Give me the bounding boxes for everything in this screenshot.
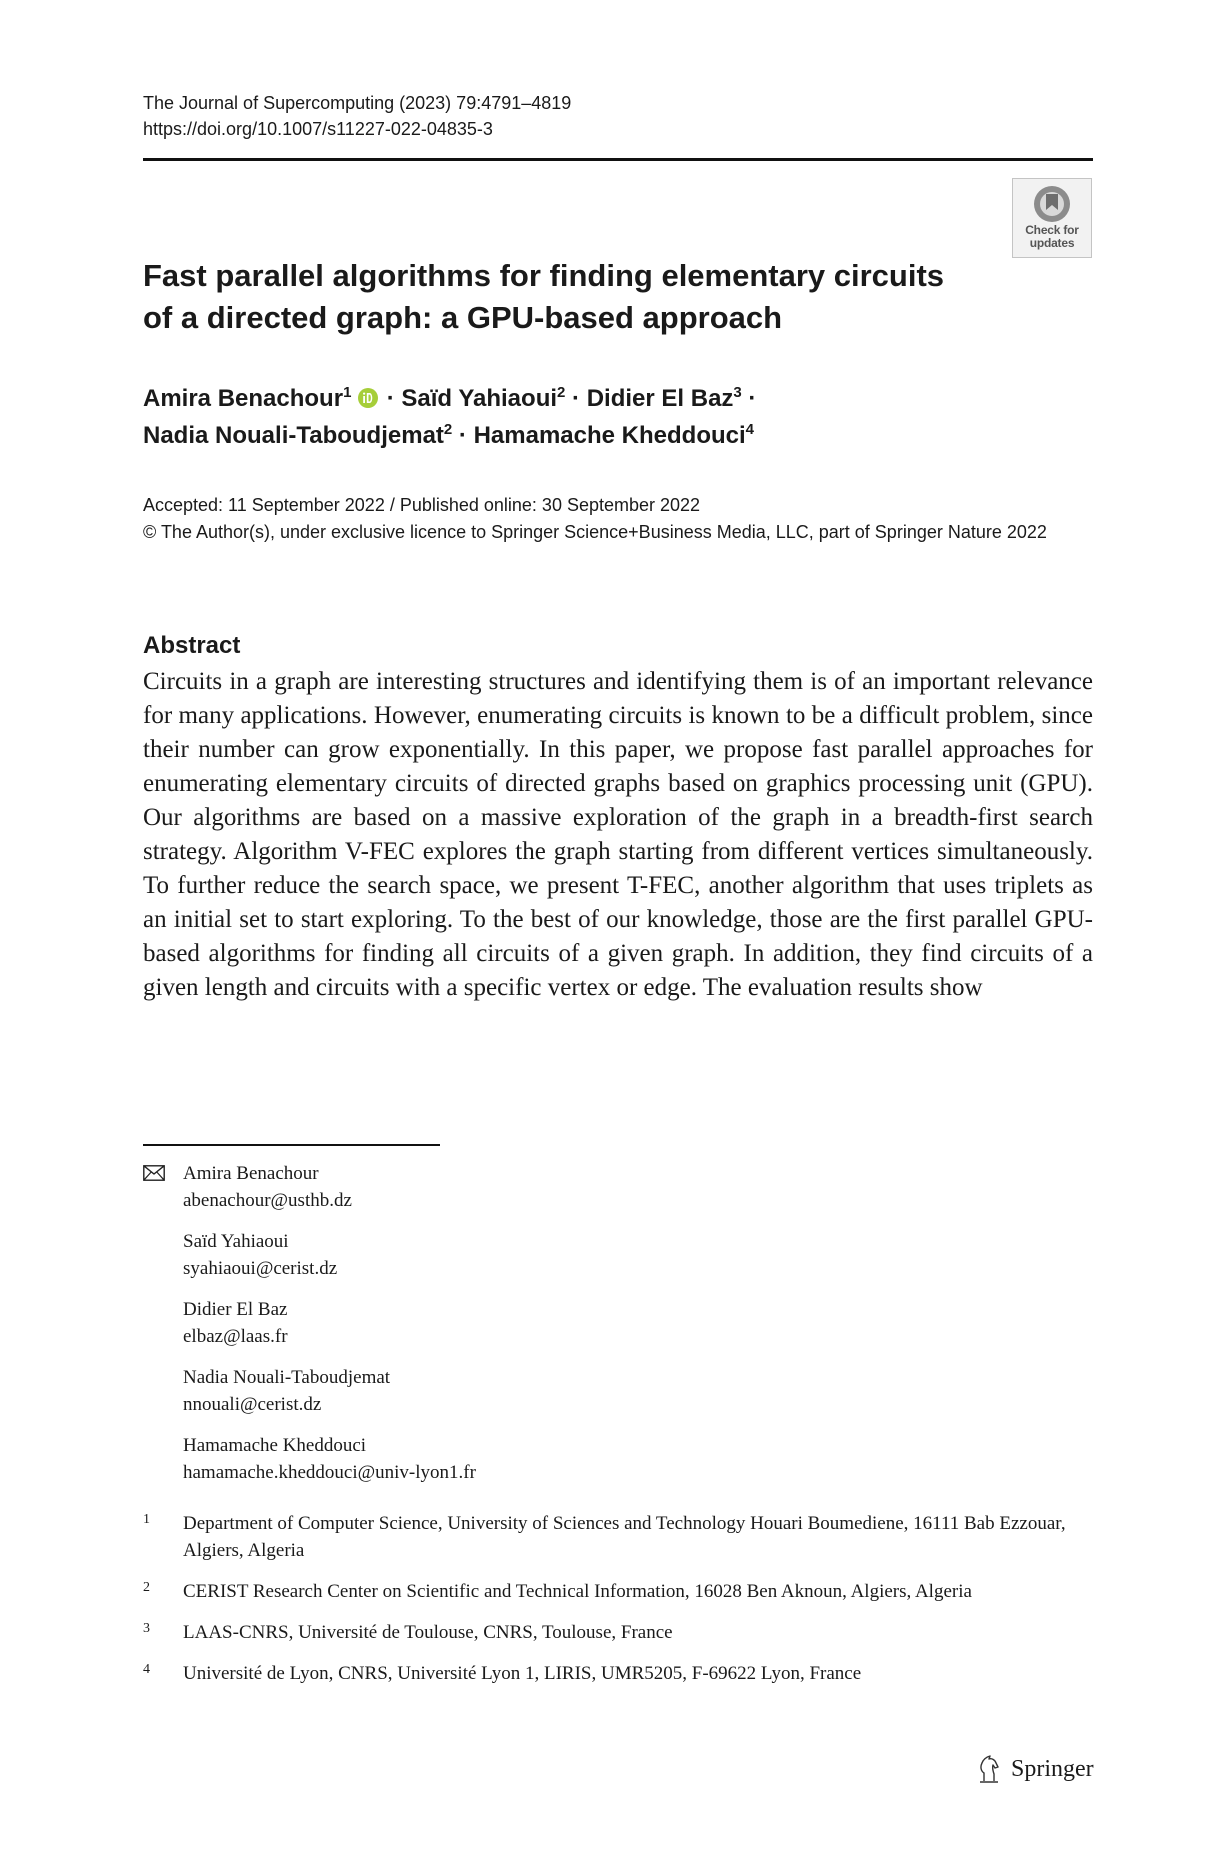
contact-name: Saïd Yahiaoui	[183, 1231, 289, 1252]
contact-entry	[143, 1432, 1093, 1486]
author-affil-mark: 1	[343, 384, 352, 401]
paper-title	[143, 255, 983, 339]
author-separator: ·	[452, 422, 474, 449]
header-rule	[143, 158, 1093, 161]
check-for-updates-badge[interactable]	[1012, 178, 1092, 258]
affiliation-entry	[143, 1660, 1093, 1687]
affiliation-entry	[143, 1619, 1093, 1646]
affiliation-number: 3	[143, 1621, 150, 1636]
springer-horse-icon	[975, 1754, 1003, 1784]
affiliation-number: 2	[143, 1580, 150, 1595]
crossmark-icon	[1032, 184, 1072, 224]
author-name[interactable]: Hamamache Kheddouci	[473, 422, 746, 449]
author-line-2	[143, 417, 1043, 454]
affiliation-text: CERIST Research Center on Scientific and Technical Information, 16028 Ben Aknoun, Algiers, Algeria	[183, 1581, 972, 1602]
author-separator: ·	[380, 385, 402, 412]
contact-entry	[143, 1228, 1093, 1282]
accepted-published-dates: Accepted: 11 September 2022 / Published online: 30 September 2022	[143, 495, 701, 515]
mail-icon	[143, 1165, 165, 1181]
author-affil-mark: 2	[443, 421, 453, 438]
contact-name: Hamamache Kheddouci	[183, 1435, 367, 1456]
contact-list	[143, 1160, 1093, 1500]
author-list	[143, 380, 1043, 454]
abstract-text: Circuits in a graph are interesting structures and identifying them is of an important relevance for many applications. However, enumerating circuits is known to be a difficult problem, since their number can grow exponentially. In this paper, we propose fast parallel approaches for enumerating elementary circuits of directed graphs based on graphics processing unit (GPU). Our algorithms are based on a massive exploration of the graph in a breadth-first search strategy. Algorithm V-FEC explores the graph starting from different vertices simultaneously. To further reduce the search space, we present T-FEC, another algorithm that uses triplets as an initial set to start exploring. To the best of our knowledge, those are the first parallel GPU-based algorithms for finding all circuits of a given graph. In addition, they find circuits of a given length and circuits with a specific vertex or edge. The evaluation results show	[143, 668, 1093, 1001]
author-affil-mark: 2	[557, 384, 566, 401]
contact-email[interactable]: nnouali@cerist.dz	[183, 1394, 322, 1415]
doi-link[interactable]: https://doi.org/10.1007/s11227-022-04835-3	[143, 119, 493, 139]
author-name[interactable]: Amira Benachour	[143, 385, 344, 412]
affiliation-text: LAAS-CNRS, Université de Toulouse, CNRS, Toulouse, France	[183, 1622, 673, 1643]
author-line-1	[143, 380, 1043, 417]
author-name[interactable]: Nadia Nouali-Taboudjemat	[143, 422, 444, 449]
publisher-logo	[975, 1754, 1094, 1784]
contact-email[interactable]: elbaz@laas.fr	[183, 1326, 288, 1347]
copyright-notice: © The Author(s), under exclusive licence to Springer Science+Business Media, LLC, part of Springer Nature 2022	[143, 522, 1047, 542]
author-affil-mark: 4	[745, 421, 755, 438]
affiliation-text: Department of Computer Science, University of Sciences and Technology Houari Boumediene, 16111 Bab Ezzouar, Algiers, Algeria	[183, 1513, 1066, 1561]
contact-email[interactable]: syahiaoui@cerist.dz	[183, 1258, 338, 1279]
crossmark-label-1: Check for	[1025, 223, 1079, 237]
affiliation-number: 4	[143, 1662, 150, 1677]
abstract-heading: Abstract	[143, 632, 241, 659]
contact-entry	[143, 1364, 1093, 1418]
title-line-2: of a directed graph: a GPU-based approach	[143, 300, 783, 335]
author-separator: ·	[741, 385, 757, 412]
contact-entry	[143, 1160, 1093, 1214]
crossmark-label-2: updates	[1029, 236, 1075, 250]
author-name[interactable]: Didier El Baz	[586, 385, 734, 412]
title-line-1: Fast parallel algorithms for finding elementary circuits	[143, 258, 945, 293]
publisher-name: Springer	[1011, 1755, 1094, 1782]
contact-email[interactable]: abenachour@usthb.dz	[183, 1190, 352, 1211]
contact-entry	[143, 1296, 1093, 1350]
contact-name: Didier El Baz	[183, 1299, 288, 1320]
footnote-rule	[143, 1144, 440, 1146]
contact-email[interactable]: hamamache.kheddouci@univ-lyon1.fr	[183, 1462, 476, 1483]
journal-citation: The Journal of Supercomputing (2023) 79:4791–4819	[143, 93, 572, 113]
orcid-icon[interactable]	[358, 388, 378, 408]
author-separator: ·	[565, 385, 587, 412]
affiliation-entry	[143, 1578, 1093, 1605]
contact-name: Amira Benachour	[183, 1163, 319, 1184]
publication-info	[143, 492, 1093, 546]
affiliation-list	[143, 1510, 1093, 1701]
contact-name: Nadia Nouali-Taboudjemat	[183, 1367, 391, 1388]
author-name[interactable]: Saïd Yahiaoui	[401, 385, 558, 412]
affiliation-entry	[143, 1510, 1093, 1564]
journal-header	[143, 90, 571, 142]
affiliation-number: 1	[143, 1512, 150, 1527]
author-affil-mark: 3	[733, 384, 742, 401]
affiliation-text: Université de Lyon, CNRS, Université Lyon 1, LIRIS, UMR5205, F-69622 Lyon, France	[183, 1663, 862, 1684]
